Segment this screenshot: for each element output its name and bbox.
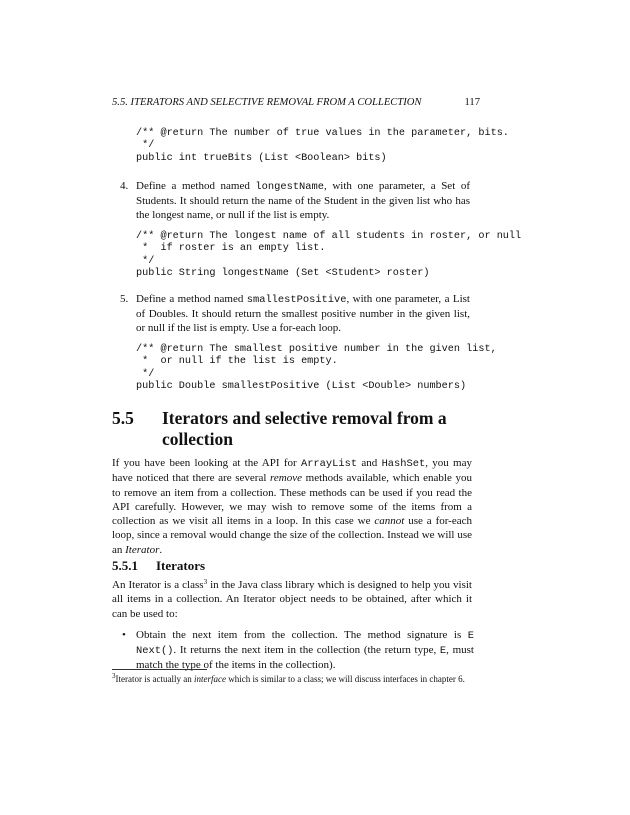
text-run: Iterator is actually an — [115, 674, 194, 684]
code-inline: ArrayList — [300, 458, 358, 470]
running-header — [112, 97, 480, 108]
emphasis: Iterator — [125, 543, 160, 556]
section-number: 5.5 — [112, 408, 134, 428]
exercise-item-4 — [120, 179, 470, 223]
text-run: Define a method named — [136, 180, 256, 192]
method-name: smallestPositive — [246, 294, 347, 306]
code-line: * if roster is an empty list. — [136, 243, 326, 255]
list-item — [122, 628, 474, 673]
code-inline: E — [439, 645, 447, 658]
emphasis: interface — [193, 674, 226, 684]
code-line: /** @return The number of true values in the parameter, bits. — [136, 128, 509, 139]
text-run: which is similar to a class; we will discuss interfaces in chapter 6. — [225, 674, 465, 684]
item-number: 4. — [120, 180, 129, 192]
text-run: , must match the type of the items in the collection). — [136, 644, 474, 672]
paragraph-iterators — [112, 578, 472, 621]
text-run: , you may have noticed that there are several — [112, 457, 472, 485]
running-header-title: 5.5. ITERATORS AND SELECTIVE REMOVAL FROM A COLLECTION — [112, 97, 422, 108]
emphasis: cannot — [374, 515, 405, 528]
text-run: . It returns the next item in the collection (the return type, — [173, 644, 440, 657]
subsection-heading — [112, 558, 205, 574]
text-run: . — [159, 543, 163, 556]
code-block-longestname — [136, 231, 521, 280]
page-number: 117 — [464, 97, 480, 108]
subsection-title: Iterators — [156, 558, 206, 573]
code-line: * or null if the list is empty. — [136, 356, 338, 368]
emphasis: remove — [270, 472, 302, 485]
footnote-marker: 3 — [112, 672, 116, 680]
text-run: Obtain the next item from the collection. The method signature is — [136, 629, 468, 641]
code-line: */ — [136, 140, 155, 152]
section-heading — [112, 408, 482, 450]
section-title: Iterators and selective removal from a collection — [162, 408, 447, 449]
item-text — [136, 292, 470, 336]
text-run: in the Java class library which is designed to help you visit all items in a collection. An Iterator object needs to be obtained, after which it can be used to: — [112, 579, 472, 620]
paragraph-intro — [112, 456, 472, 557]
item-number: 5. — [120, 293, 129, 305]
footnote — [112, 674, 474, 686]
text-run: and — [357, 457, 382, 469]
code-line: public Double smallestPositive (List <Double> numbers) — [136, 380, 467, 392]
text-run: An Iterator is a class — [112, 579, 204, 591]
text-run: methods available, which enable you to remove an item from a collection. These methods can be used if you read the API carefully. However, we may wish to remove some of the items from a collection as we visit all items in a loop. In this case we — [112, 472, 472, 528]
exercise-item-5 — [120, 292, 470, 336]
code-block-smallestpositive — [136, 344, 497, 393]
method-name: longestName — [255, 181, 324, 193]
code-inline: E Next() — [136, 630, 474, 658]
text-run: , with one parameter, a Set of Students. It should return the name of the Student in the given list who has the longest name, or null if the list is empty. — [136, 180, 470, 222]
code-line: public int trueBits (List <Boolean> bits) — [136, 152, 387, 164]
item-text — [136, 179, 470, 223]
code-line: */ — [136, 255, 155, 267]
code-inline: HashSet — [381, 458, 426, 470]
text-run: Define a method named — [136, 293, 247, 305]
subsection-number: 5.5.1 — [112, 558, 138, 573]
code-line: /** @return The longest name of all students in roster, or null — [136, 231, 522, 242]
code-line: /** @return The smallest positive number in the given list, — [136, 344, 497, 355]
footnote-divider — [112, 669, 207, 670]
text-run: use a for-each loop, since a removal would change the size of the collection. Instead we will use an — [112, 515, 472, 556]
list-item-text — [136, 628, 474, 673]
text-run: , with one parameter, a List of Doubles. It should return the smallest positive number in the given list, or null if the list is empty. Use a for-each loop. — [136, 293, 470, 335]
text-run: If you have been looking at the API for — [112, 457, 301, 469]
bullet-icon: • — [122, 629, 126, 641]
code-line: public String longestName (Set <Student> roster) — [136, 267, 430, 279]
footnote-marker: 3 — [203, 578, 208, 586]
code-line: */ — [136, 368, 155, 380]
code-block-truebits — [136, 128, 509, 165]
